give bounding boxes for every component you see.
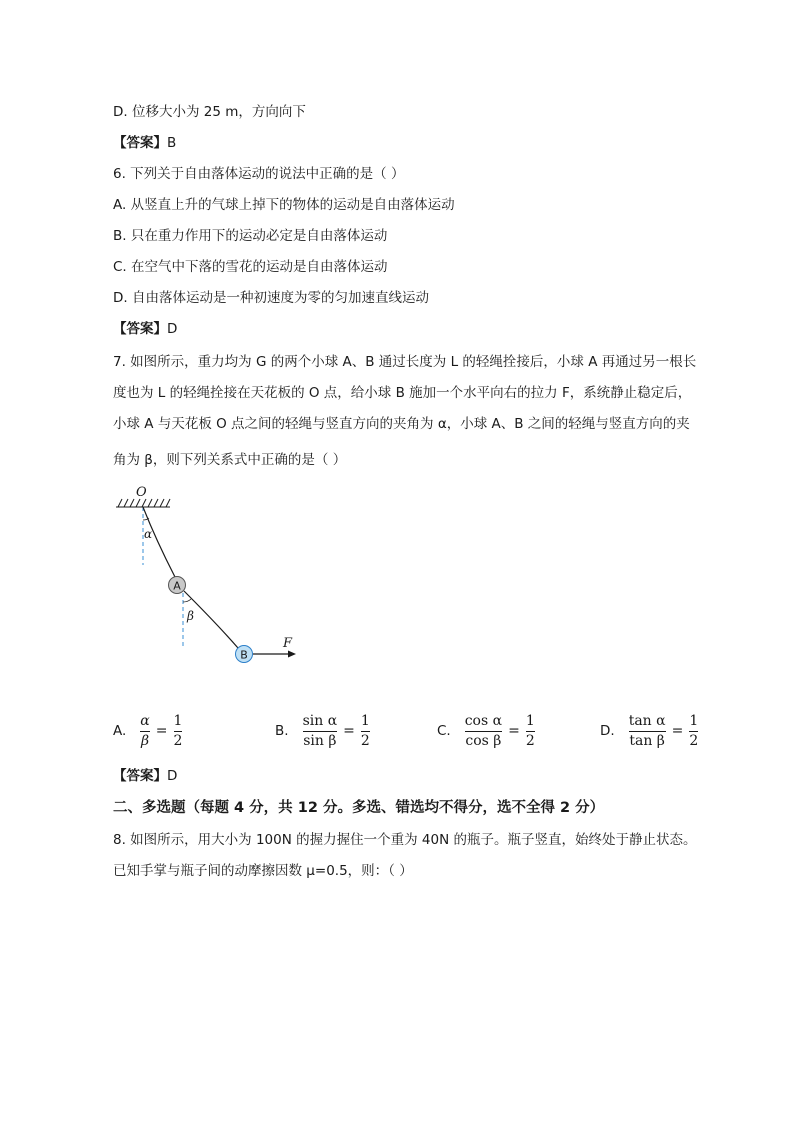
denominator: 2	[173, 732, 183, 749]
equals-sign: =	[155, 723, 168, 739]
numerator: 1	[173, 712, 183, 729]
q5-option-d: D. 位移大小为 25 m，方向向下	[113, 104, 306, 120]
q7-option-b	[275, 708, 370, 754]
option-label: B.	[275, 723, 289, 739]
numerator: tan α	[628, 712, 666, 729]
numerator: 1	[525, 712, 535, 729]
ceiling-hatch	[116, 499, 170, 507]
q7-option-c	[437, 708, 535, 754]
q7-option-d	[600, 708, 698, 754]
label-f: F	[283, 636, 293, 651]
numerator: sin α	[302, 712, 338, 729]
answer-value: D	[167, 768, 178, 784]
q8-stem-line-1: 8. 如图所示，用大小为 100N 的握力握住一个重为 40N 的瓶子。瓶子竖直，始终处于静止状态。	[113, 832, 697, 848]
denominator: sin β	[303, 732, 337, 749]
q6-option-a: A. 从竖直上升的气球上掉下的物体的运动是自由落体运动	[113, 197, 455, 213]
denominator: tan β	[629, 732, 665, 749]
equals-sign: =	[343, 723, 355, 739]
equals-sign: =	[671, 723, 684, 739]
label-alpha: α	[144, 527, 153, 541]
fraction-right	[174, 712, 183, 751]
denominator: 2	[360, 732, 370, 749]
q7-answer	[113, 766, 177, 786]
rope-oa	[143, 507, 175, 577]
label-o: O	[136, 485, 147, 500]
q7-option-a	[113, 708, 182, 754]
q7-stem-line-3: 小球 A 与天花板 O 点之间的轻绳与竖直方向的夹角为 α，小球 A、B 之间的轻绳与竖直方向的夹	[113, 416, 690, 432]
q6-option-b: B. 只在重力作用下的运动必定是自由落体运动	[113, 228, 388, 244]
option-label: D.	[600, 723, 615, 739]
fraction-left	[465, 712, 502, 751]
numerator: cos α	[464, 712, 503, 729]
option-label: C.	[437, 723, 451, 739]
answer-tag: 【答案】	[113, 768, 167, 784]
answer-tag: 【答案】	[113, 321, 167, 337]
section-title: 二、多选题（每题 4 分，共 12 分。多选、错选均不得分，选不全得 2 分）	[113, 800, 605, 816]
fraction-right	[526, 712, 535, 751]
fraction-left	[303, 712, 338, 751]
pendulum-figure	[108, 480, 308, 670]
denominator: 2	[689, 732, 699, 749]
equals-sign: =	[508, 723, 520, 739]
numerator: 1	[689, 712, 699, 729]
fraction-right	[361, 712, 370, 751]
q6-option-c: C. 在空气中下落的雪花的运动是自由落体运动	[113, 259, 388, 275]
numerator: 1	[360, 712, 370, 729]
fraction-left	[629, 712, 666, 751]
label-a: A	[173, 579, 181, 593]
q8-stem-line-2: 已知手掌与瓶子间的动摩擦因数 μ=0.5，则：（ ）	[113, 863, 413, 879]
denominator: β	[140, 732, 150, 749]
q6-stem: 6. 下列关于自由落体运动的说法中正确的是（ ）	[113, 166, 405, 182]
option-label: A.	[113, 723, 127, 739]
label-b: B	[240, 648, 248, 662]
q7-stem-line-4: 角为 β，则下列关系式中正确的是（ ）	[113, 452, 347, 468]
denominator: 2	[525, 732, 535, 749]
fraction-left	[140, 712, 149, 751]
force-arrowhead	[288, 651, 296, 658]
fraction-right	[689, 712, 698, 751]
numerator: α	[140, 712, 150, 729]
q6-option-d: D. 自由落体运动是一种初速度为零的匀加速直线运动	[113, 290, 429, 306]
beta-arc	[183, 599, 191, 602]
q6-answer	[113, 319, 177, 339]
label-beta: β	[187, 609, 194, 623]
answer-value: B	[167, 135, 177, 151]
q5-answer	[113, 133, 176, 153]
q7-stem-line-1: 7. 如图所示，重力均为 G 的两个小球 A、B 通过长度为 L 的轻绳拴接后，小球 A 再通过另一根长	[113, 354, 697, 370]
q7-stem-line-2: 度也为 L 的轻绳拴接在天花板的 O 点，给小球 B 施加一个水平向右的拉力 F，系统静止稳定后，	[113, 385, 692, 401]
answer-tag: 【答案】	[113, 135, 167, 151]
answer-value: D	[167, 321, 178, 337]
denominator: cos β	[465, 732, 502, 749]
